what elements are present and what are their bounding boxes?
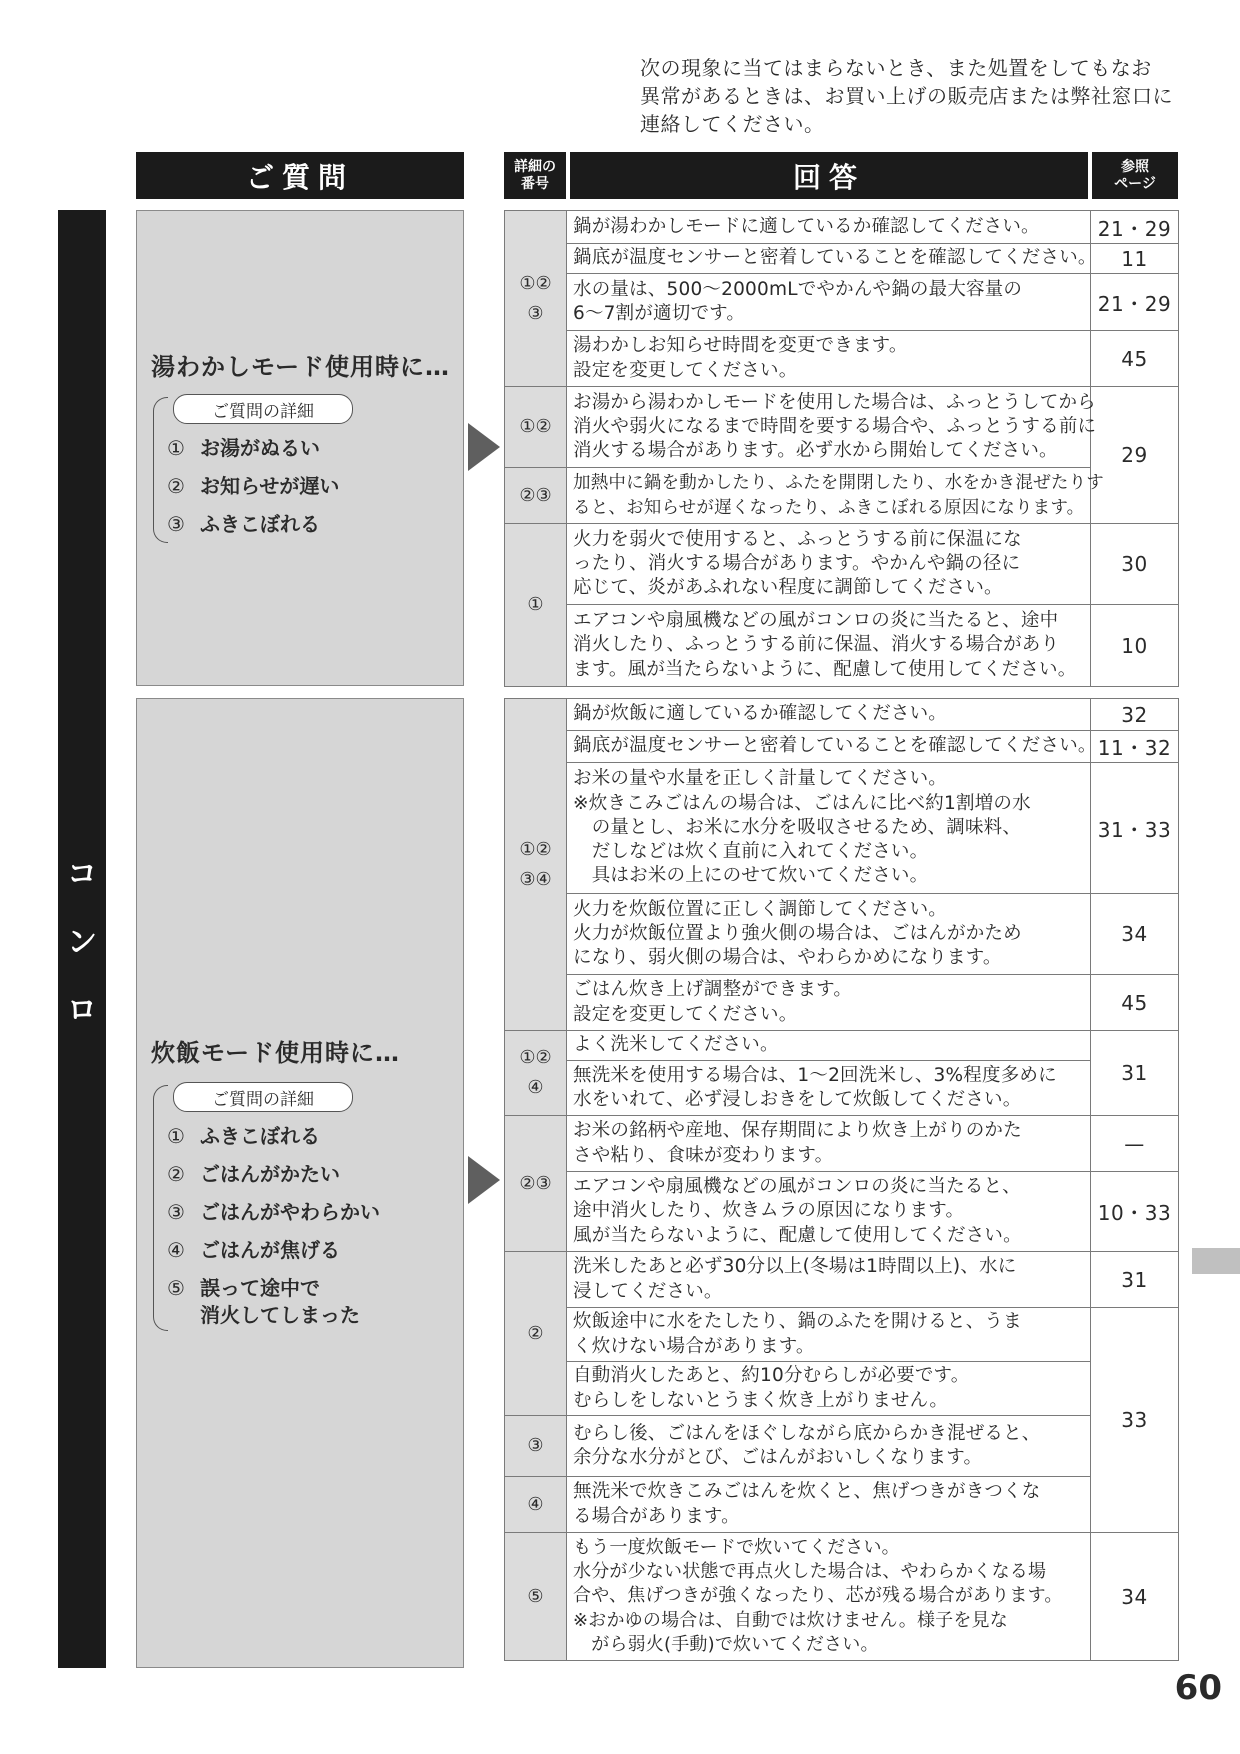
answer-cell: 湯わかしお知らせ時間を変更できます。 設定を変更してください。 — [567, 331, 1091, 387]
detail-number-cell: ④ — [505, 1477, 567, 1533]
side-tab-konro — [58, 210, 106, 1668]
answer-cell: エアコンや扇風機などの風がコンロの炎に当たると、途中 消火したり、ふっとうする前に保温、消火する場合があり ます。風が当たらないように、配慮して使用してください。 — [567, 605, 1091, 687]
table-row — [505, 975, 1179, 1031]
detail-list — [167, 1117, 380, 1329]
detail-number-cell: ②③ — [505, 468, 567, 524]
reference-cell: 21・29 — [1091, 211, 1179, 244]
table-row — [505, 1477, 1179, 1533]
arrow-triangle-icon — [468, 423, 500, 471]
detail-item: ② ごはんがかたい — [167, 1162, 340, 1186]
table-row — [505, 1533, 1179, 1661]
table-row — [505, 468, 1179, 524]
detail-number-cell: ①② — [505, 387, 567, 468]
table-row — [505, 1362, 1179, 1416]
reference-cell: 31 — [1091, 1252, 1179, 1308]
table-row — [505, 763, 1179, 894]
detail-number-cell: ① — [505, 524, 567, 687]
question-panel-rice — [136, 698, 464, 1668]
detail-number-cell: ③ — [505, 1416, 567, 1477]
detail-bracket — [153, 397, 168, 543]
answer-cell: もう一度炊飯モードで炊いてください。 水分が少ない状態で再点火した場合は、やわらかくなる場 合や、焦げつきが強くなったり、芯が残る場合があります。 ※おかゆの場合は、自動では炊けません。様子を見な がら弱火(手動)で炊いてください。 — [567, 1533, 1091, 1661]
answer-cell: 炊飯途中に水をたしたり、鍋のふたを開けると、うま く炊けない場合があります。 — [567, 1308, 1091, 1362]
reference-cell: 10・33 — [1091, 1172, 1179, 1252]
reference-cell: 31・33 — [1091, 763, 1179, 894]
detail-number-cell: ①② ③ — [505, 211, 567, 387]
detail-label: ご質問の詳細 — [173, 1082, 353, 1112]
reference-cell: 34 — [1091, 1533, 1179, 1661]
detail-label: ご質問の詳細 — [173, 394, 353, 424]
arrow-triangle-icon — [468, 1156, 500, 1204]
answer-table-kettle — [504, 210, 1179, 687]
reference-cell: 32 — [1091, 699, 1179, 731]
question-title: 炊飯モード使用時に… — [151, 1039, 401, 1067]
edge-thumb-tab — [1192, 1248, 1240, 1274]
reference-cell: 31 — [1091, 1031, 1179, 1116]
side-tab-char: コ — [67, 857, 97, 892]
reference-cell: 21・29 — [1091, 274, 1179, 331]
table-row — [505, 1031, 1179, 1061]
reference-cell: 45 — [1091, 975, 1179, 1031]
detail-item: ① ふきこぼれる — [167, 1124, 320, 1148]
answer-cell: むらし後、ごはんをほぐしながら底からかき混ぜると、 余分な水分がとび、ごはんがおいしくなります。 — [567, 1416, 1091, 1477]
detail-item: ③ ごはんがやわらかい — [167, 1200, 380, 1224]
detail-item: ① お湯がぬるい — [167, 436, 320, 460]
detail-item: ② お知らせが遅い — [167, 474, 340, 498]
answer-table-rice — [504, 698, 1179, 1661]
answer-cell: 加熱中に鍋を動かしたり、ふたを開閉したり、水をかき混ぜたりす ると、お知らせが遅くなったり、ふきこぼれる原因になります。 — [567, 468, 1091, 524]
answer-cell: エアコンや扇風機などの風がコンロの炎に当たると、 途中消火したり、炊きムラの原因になります。 風が当たらないように、配慮して使用してください。 — [567, 1172, 1091, 1252]
detail-list — [167, 429, 339, 543]
table-row — [505, 1308, 1179, 1362]
answer-cell: ごはん炊き上げ調整ができます。 設定を変更してください。 — [567, 975, 1091, 1031]
answer-cell: お湯から湯わかしモードを使用した場合は、ふっとうしてから 消火や弱火になるまで時間を要する場合や、ふっとうする前に 消火する場合があります。必ず水から開始してください。 — [567, 387, 1091, 468]
note-text: 次の現象に当てはまらないとき、また処置をしてもなお 異常があるときは、お買い上げの販売店または弊社窓口に 連絡してください。 — [640, 56, 1173, 136]
question-title: 湯わかしモード使用時に… — [151, 353, 451, 381]
table-row — [505, 331, 1179, 387]
answer-cell: 火力を弱火で使用すると、ふっとうする前に保温にな ったり、消火する場合があります。やかんや鍋の径に 応じて、炎があふれない程度に調節してください。 — [567, 524, 1091, 605]
table-row — [505, 731, 1179, 763]
answer-cell: 鍋が湯わかしモードに適しているか確認してください。 — [567, 211, 1091, 244]
question-panel-kettle — [136, 210, 464, 686]
header-reference: 参照 ページ — [1092, 152, 1178, 199]
answer-cell: お米の銘柄や産地、保存期間により炊き上がりのかた さや粘り、食味が変わります。 — [567, 1116, 1091, 1172]
detail-item: ④ ごはんが焦げる — [167, 1238, 340, 1262]
table-row — [505, 274, 1179, 331]
detail-item: ③ ふきこぼれる — [167, 512, 320, 536]
table-row — [505, 1172, 1179, 1252]
answer-cell: よく洗米してください。 — [567, 1031, 1091, 1061]
reference-cell: 11 — [1091, 244, 1179, 274]
header-detail-number: 詳細の 番号 — [504, 152, 566, 199]
reference-cell: — — [1091, 1116, 1179, 1172]
table-row — [505, 1061, 1179, 1116]
detail-number-cell: ①② ④ — [505, 1031, 567, 1116]
answer-cell: 鍋が炊飯に適しているか確認してください。 — [567, 699, 1091, 731]
table-row — [505, 699, 1179, 731]
answer-cell: お米の量や水量を正しく計量してください。 ※炊きこみごはんの場合は、ごはんに比べ約1割増の水 の量とし、お米に水分を吸収させるため、調味料、 だしなどは炊く直前に入れてください。 具はお米の上にのせて炊いてください。 — [567, 763, 1091, 894]
answer-cell: 無洗米で炊きこみごはんを炊くと、焦げつきがきつくな る場合があります。 — [567, 1477, 1091, 1533]
answer-cell: 火力を炊飯位置に正しく調節してください。 火力が炊飯位置より強火側の場合は、ごはんがかため になり、弱火側の場合は、やわらかめになります。 — [567, 894, 1091, 975]
page-number: 60 — [1174, 1668, 1222, 1708]
detail-number-cell: ⑤ — [505, 1533, 567, 1661]
side-tab-char: ン — [67, 925, 97, 960]
reference-cell: 11・32 — [1091, 731, 1179, 763]
table-row — [505, 524, 1179, 605]
table-row — [505, 1252, 1179, 1308]
table-row — [505, 211, 1179, 244]
table-row — [505, 387, 1179, 468]
detail-number-cell: ② — [505, 1252, 567, 1416]
table-row — [505, 894, 1179, 975]
detail-item: ⑤ 誤って途中で 消火してしまった — [167, 1276, 360, 1327]
reference-cell: 30 — [1091, 524, 1179, 605]
answer-cell: 無洗米を使用する場合は、1〜2回洗米し、3%程度多めに 水をいれて、必ず浸しおきをして炊飯してください。 — [567, 1061, 1091, 1116]
answer-cell: 自動消火したあと、約10分むらしが必要です。 むらしをしないとうまく炊き上がりません。 — [567, 1362, 1091, 1416]
answer-cell: 洗米したあと必ず30分以上(冬場は1時間以上)、水に 浸してください。 — [567, 1252, 1091, 1308]
side-tab-char: ロ — [67, 993, 97, 1028]
table-row — [505, 1416, 1179, 1477]
answer-cell: 鍋底が温度センサーと密着していることを確認してください。 — [567, 244, 1091, 274]
table-row — [505, 605, 1179, 687]
reference-cell: 29 — [1091, 387, 1179, 524]
detail-number-cell: ②③ — [505, 1116, 567, 1252]
reference-cell: 34 — [1091, 894, 1179, 975]
reference-cell: 10 — [1091, 605, 1179, 687]
reference-cell: 33 — [1091, 1308, 1179, 1533]
detail-bracket — [153, 1085, 168, 1331]
answer-cell: 鍋底が温度センサーと密着していることを確認してください。 — [567, 731, 1091, 763]
table-row — [505, 1116, 1179, 1172]
detail-number-cell: ①② ③④ — [505, 699, 567, 1031]
answer-cell: 水の量は、500〜2000mLでやかんや鍋の最大容量の 6〜7割が適切です。 — [567, 274, 1091, 331]
header-question: ご質問 — [136, 152, 464, 199]
reference-cell: 45 — [1091, 331, 1179, 387]
table-row — [505, 244, 1179, 274]
header-answer: 回答 — [570, 152, 1088, 199]
